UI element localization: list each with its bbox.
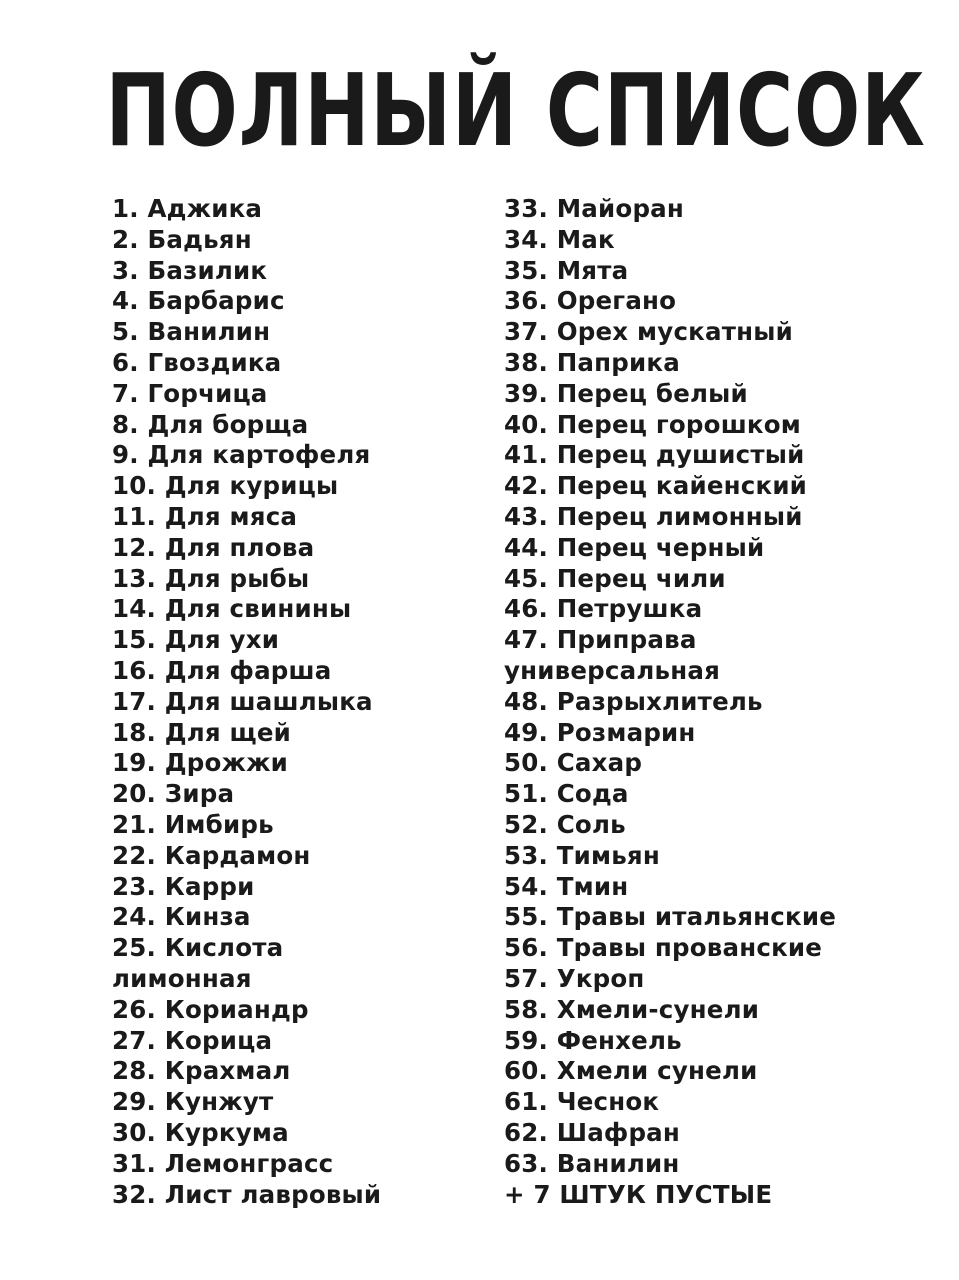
list-item: 4. Барбарис — [112, 286, 285, 316]
list-item: 37. Орех мускатный — [504, 317, 793, 347]
list-item: 21. Имбирь — [112, 809, 274, 839]
spice-list-right — [504, 194, 924, 1210]
list-item: 28. Крахмал — [112, 1056, 291, 1086]
list-item: 26. Кориандр — [112, 994, 309, 1024]
list-item: 42. Перец кайенский — [504, 471, 808, 501]
list-item: 47. Приправа — [504, 625, 697, 655]
list-item: 3. Базилик — [112, 255, 268, 285]
list-item: 44. Перец черный — [504, 532, 765, 562]
list-item: 23. Карри — [112, 871, 255, 901]
list-item: 61. Чеснок — [504, 1087, 660, 1117]
list-item: 17. Для шашлыка — [112, 686, 373, 716]
list-item: 54. Тмин — [504, 871, 629, 901]
list-item: 7. Горчица — [112, 378, 268, 408]
list-item: 40. Перец горошком — [504, 409, 802, 439]
list-item: 10. Для курицы — [112, 471, 339, 501]
spice-list-left — [112, 194, 472, 1210]
list-item: 24. Кинза — [112, 902, 251, 932]
list-item: 43. Перец лимонный — [504, 501, 803, 531]
list-item: 16. Для фарша — [112, 655, 332, 685]
list-item: 36. Орегано — [504, 286, 677, 316]
list-item: 30. Куркума — [112, 1117, 289, 1147]
list-item: 50. Сахар — [504, 748, 643, 778]
list-item: 2. Бадьян — [112, 224, 252, 254]
list-item: 12. Для плова — [112, 532, 315, 562]
list-item: 59. Фенхель — [504, 1025, 682, 1055]
list-item: 6. Гвоздика — [112, 347, 282, 377]
list-item: 18. Для щей — [112, 717, 292, 747]
page-title: ПОЛНЫЙ СПИСОК — [105, 52, 926, 169]
list-item: 8. Для борща — [112, 409, 309, 439]
list-item: 51. Сода — [504, 779, 629, 809]
list-item-continuation: лимонная — [112, 963, 252, 993]
list-item: 60. Хмели сунели — [504, 1056, 758, 1086]
list-item-continuation: универсальная — [504, 655, 721, 685]
list-item: 58. Хмели-сунели — [504, 994, 760, 1024]
list-item: 13. Для рыбы — [112, 563, 310, 593]
list-item: 56. Травы прованские — [504, 933, 823, 963]
list-item: 46. Петрушка — [504, 594, 703, 624]
empty-jars-note: + 7 ШТУК ПУСТЫЕ — [504, 1179, 773, 1209]
list-item: 45. Перец чили — [504, 563, 726, 593]
list-item: 57. Укроп — [504, 963, 645, 993]
list-item: 22. Кардамон — [112, 840, 311, 870]
list-item: 15. Для ухи — [112, 625, 280, 655]
list-item: 41. Перец душистый — [504, 440, 805, 470]
list-item: 52. Соль — [504, 809, 626, 839]
list-item: 1. Аджика — [112, 194, 263, 223]
list-item: 14. Для свинины — [112, 594, 352, 624]
list-item: 39. Перец белый — [504, 378, 748, 408]
list-item: 38. Паприка — [504, 347, 680, 377]
list-item: 33. Майоран — [504, 194, 685, 223]
list-item: 19. Дрожжи — [112, 748, 289, 778]
list-item: 35. Мята — [504, 255, 629, 285]
list-item: 29. Кунжут — [112, 1087, 274, 1117]
list-item: 53. Тимьян — [504, 840, 660, 870]
list-item: 9. Для картофеля — [112, 440, 371, 470]
list-item: 49. Розмарин — [504, 717, 696, 747]
list-item: 20. Зира — [112, 779, 235, 809]
list-item: 25. Кислота — [112, 933, 284, 963]
list-item: 55. Травы итальянские — [504, 902, 837, 932]
list-item: 11. Для мяса — [112, 501, 298, 531]
list-item: 62. Шафран — [504, 1117, 681, 1147]
list-item: 31. Лемонграсс — [112, 1148, 334, 1178]
list-item: 32. Лист лавровый — [112, 1179, 382, 1209]
list-item: 27. Корица — [112, 1025, 273, 1055]
list-item: 63. Ванилин — [504, 1148, 680, 1178]
list-item: 5. Ванилин — [112, 317, 271, 347]
list-item: 34. Мак — [504, 224, 615, 254]
list-item: 48. Разрыхлитель — [504, 686, 763, 716]
